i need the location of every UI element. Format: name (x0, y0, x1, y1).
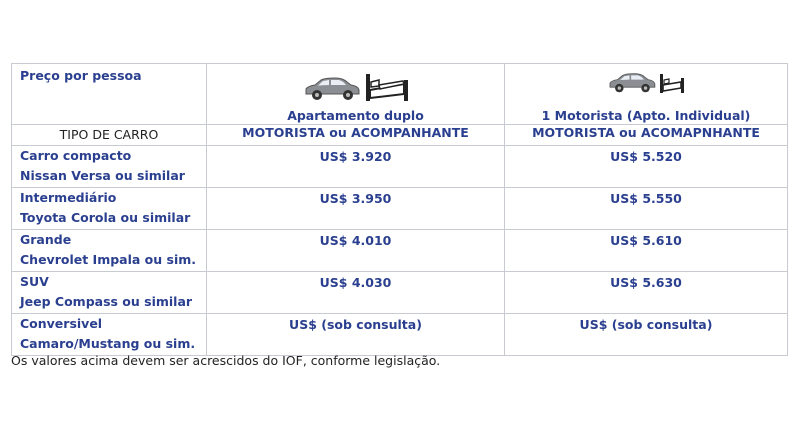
price-duplo: US$ 4.010 (207, 230, 505, 272)
header-duplo-cell (207, 64, 505, 125)
car-model: Chevrolet Impala ou sim. (20, 252, 197, 267)
car-model: Jeep Compass ou similar (20, 294, 193, 309)
car-category: Conversivel (20, 316, 103, 331)
car-category: Carro compacto (20, 148, 132, 163)
price-individual: US$ 5.520 (505, 146, 788, 188)
car-icon (303, 76, 361, 106)
price-table (11, 63, 788, 356)
car-model: Toyota Corola ou similar (20, 210, 191, 225)
car-type-cell (12, 146, 207, 188)
price-duplo: US$ 3.950 (207, 188, 505, 230)
bed-icon (659, 72, 685, 98)
subheader-duplo: MOTORISTA ou ACOMPANHANTE (207, 125, 505, 146)
header-title-cell (12, 64, 207, 125)
footer-note: Os valores acima devem ser acrescidos do IOF, conforme legislação. (11, 353, 441, 368)
subheader-individual: MOTORISTA ou ACOMAPNHANTE (505, 125, 788, 146)
header-individual-label: 1 Motorista (Apto. Individual) (541, 108, 751, 123)
price-individual: US$ (sob consulta) (505, 314, 788, 356)
header-individual-cell (505, 64, 788, 125)
subheader-tipo: TIPO DE CARRO (12, 125, 207, 146)
price-individual: US$ 5.550 (505, 188, 788, 230)
car-category: Grande (20, 232, 72, 247)
car-category: Intermediário (20, 190, 117, 205)
price-duplo: US$ (sob consulta) (207, 314, 505, 356)
car-type-cell (12, 188, 207, 230)
table-title: Preço por pessoa (20, 68, 142, 83)
car-model: Nissan Versa ou similar (20, 168, 185, 183)
car-type-cell (12, 272, 207, 314)
price-duplo: US$ 3.920 (207, 146, 505, 188)
car-type-cell (12, 314, 207, 356)
price-individual: US$ 5.610 (505, 230, 788, 272)
bed-icon (365, 72, 409, 106)
header-duplo-label: Apartamento duplo (287, 108, 424, 123)
car-model: Camaro/Mustang ou sim. (20, 336, 196, 351)
price-individual: US$ 5.630 (505, 272, 788, 314)
car-icon (607, 72, 657, 98)
price-duplo: US$ 4.030 (207, 272, 505, 314)
car-type-cell (12, 230, 207, 272)
car-category: SUV (20, 274, 49, 289)
